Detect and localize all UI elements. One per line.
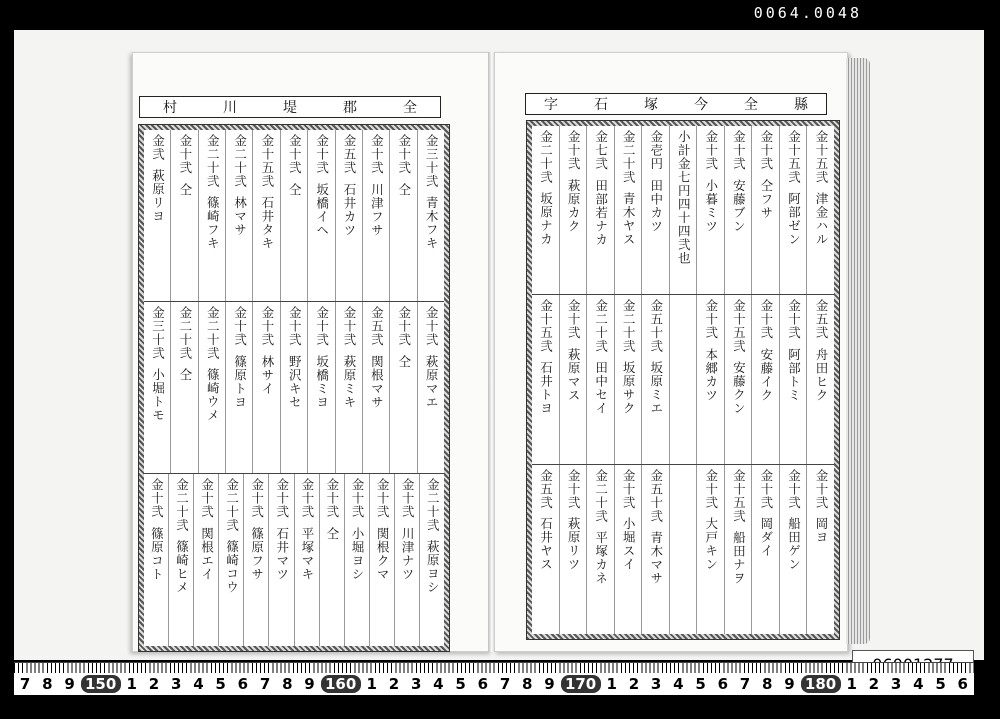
entry-name: 川津ナツ bbox=[400, 526, 416, 581]
entry-amount: 金二十弐 bbox=[174, 478, 190, 532]
entry-name: 津金ハル bbox=[813, 192, 829, 246]
ruler-number: 4 bbox=[913, 675, 924, 693]
open-ledger-book bbox=[132, 52, 878, 660]
ledger-entry bbox=[779, 126, 807, 294]
ledger-entry bbox=[335, 302, 362, 473]
left-page-header bbox=[139, 96, 441, 118]
ledger-entry bbox=[198, 302, 225, 473]
entry-name: 関根エイ bbox=[199, 526, 215, 581]
entry-amount: 金五十弐 bbox=[648, 299, 664, 354]
ledger-entry bbox=[641, 126, 669, 294]
entry-name: 船田ナヲ bbox=[731, 530, 747, 585]
entry-amount: 小計金七円四十四弐也 bbox=[676, 130, 692, 265]
right-header-char: 縣 bbox=[794, 97, 808, 113]
ruler-number: 1 bbox=[366, 675, 377, 693]
entry-name: 安藤クン bbox=[731, 361, 747, 416]
ledger-entry bbox=[641, 465, 669, 634]
ledger-entry bbox=[751, 295, 779, 463]
ruler-number: 4 bbox=[433, 675, 444, 693]
ruler-number: 5 bbox=[455, 675, 466, 693]
ledger-entry bbox=[319, 474, 344, 646]
entry-amount: 金二十弐 bbox=[621, 299, 637, 354]
entry-name: 小堀トモ bbox=[150, 368, 166, 422]
entry-amount: 金五弐 bbox=[369, 306, 385, 347]
entry-name: 萩原ヨシ bbox=[425, 540, 441, 594]
entry-amount: 金二十弐 bbox=[425, 478, 441, 532]
ledger-entry bbox=[389, 302, 416, 473]
right-ledger-row bbox=[532, 465, 834, 634]
ledger-entry bbox=[559, 295, 587, 463]
entry-name: 仝 bbox=[396, 354, 412, 368]
ledger-entry bbox=[696, 295, 724, 463]
ledger-entry bbox=[559, 465, 587, 634]
left-header-char: 全 bbox=[403, 100, 417, 116]
entry-name: 仝 bbox=[177, 368, 193, 382]
entry-amount: 金十弐 bbox=[703, 299, 719, 340]
ledger-entry bbox=[193, 474, 218, 646]
entry-amount: 金十弐 bbox=[324, 478, 340, 519]
entry-name: 小暮ミツ bbox=[703, 178, 719, 233]
ledger-entry bbox=[369, 474, 394, 646]
ledger-entry bbox=[218, 474, 243, 646]
ruler-number: 3 bbox=[410, 675, 422, 693]
ruler-number: 170 bbox=[561, 675, 601, 693]
ledger-entry bbox=[170, 130, 197, 301]
entry-amount: 金十弐 bbox=[758, 299, 774, 340]
entry-name: 仝 bbox=[396, 182, 412, 196]
entry-amount: 金十五弐 bbox=[813, 130, 829, 184]
ledger-entry bbox=[344, 474, 369, 646]
entry-name: 坂原ミエ bbox=[648, 361, 664, 416]
ledger-entry bbox=[225, 302, 252, 473]
ledger-entry bbox=[225, 130, 252, 301]
entry-name: 萩原マエ bbox=[424, 354, 440, 409]
ruler-number: 2 bbox=[388, 675, 400, 693]
entry-amount: 金十弐 bbox=[813, 468, 829, 510]
ruler-number: 2 bbox=[628, 675, 640, 693]
ledger-entry bbox=[362, 130, 389, 301]
ruler-number: 5 bbox=[935, 675, 946, 693]
right-header-char: 字 bbox=[544, 97, 558, 113]
entry-amount: 金十弐 bbox=[274, 478, 290, 519]
entry-amount: 金十弐 bbox=[287, 306, 303, 347]
entry-amount: 金十弐 bbox=[342, 306, 357, 347]
ruler-number: 5 bbox=[215, 675, 226, 693]
entry-name: 仝 bbox=[177, 182, 193, 196]
entry-name: 石井トヨ bbox=[538, 361, 554, 416]
ledger-entry bbox=[614, 295, 642, 463]
ruler-number: 1 bbox=[846, 675, 857, 693]
ledger-entry bbox=[168, 474, 193, 646]
entry-amount: 金十弐 bbox=[199, 478, 215, 519]
left-ledger-row bbox=[144, 302, 444, 474]
ledger-entry bbox=[268, 474, 293, 646]
entry-name: 船田ゲン bbox=[786, 517, 802, 572]
entry-name: 石井マツ bbox=[274, 526, 290, 581]
entry-name: 林マサ bbox=[232, 196, 248, 237]
ledger-entry bbox=[806, 295, 834, 463]
left-ledger-row bbox=[144, 130, 444, 302]
ledger-entry bbox=[586, 465, 614, 634]
entry-amount: 金十五弐 bbox=[786, 130, 802, 184]
ledger-entry bbox=[724, 126, 752, 294]
ruler-number: 6 bbox=[477, 675, 489, 693]
entry-amount: 金十弐 bbox=[369, 134, 385, 175]
ruler-number: 4 bbox=[673, 675, 684, 693]
entry-amount: 金弐 bbox=[150, 134, 166, 161]
entry-amount: 金十弐 bbox=[758, 130, 774, 171]
ruler-number: 9 bbox=[544, 675, 555, 693]
entry-amount: 金十五弐 bbox=[538, 299, 554, 354]
ledger-entry bbox=[362, 302, 389, 473]
entry-name: 阿部ゼン bbox=[786, 192, 802, 246]
entry-name: 関根クマ bbox=[375, 526, 391, 581]
entry-name: 野沢キセ bbox=[287, 354, 303, 409]
entry-amount: 金五弐 bbox=[538, 468, 554, 510]
entry-amount: 金十弐 bbox=[287, 134, 303, 175]
entry-amount: 金十弐 bbox=[396, 134, 412, 175]
ledger-entry bbox=[280, 130, 307, 301]
entry-amount: 金五十弐 bbox=[648, 468, 664, 523]
entry-amount: 金十弐 bbox=[149, 478, 165, 519]
ledger-entry bbox=[389, 130, 416, 301]
entry-name: 萩原マス bbox=[566, 347, 582, 402]
entry-name: 小堀ヨシ bbox=[349, 526, 365, 581]
entry-amount: 金十弐 bbox=[424, 306, 440, 347]
ledger-entry bbox=[751, 126, 779, 294]
right-header-char: 今 bbox=[694, 97, 708, 113]
entry-amount: 金二十弐 bbox=[593, 468, 609, 523]
right-header-char: 全 bbox=[744, 97, 758, 113]
entry-name: 篠崎コウ bbox=[224, 540, 240, 594]
ledger-entry bbox=[586, 295, 614, 463]
ledger-entry bbox=[252, 130, 279, 301]
ledger-entry bbox=[696, 465, 724, 634]
ledger-entry bbox=[806, 126, 834, 294]
ruler-number: 7 bbox=[19, 675, 31, 693]
entry-amount: 金壱円 bbox=[648, 130, 664, 171]
entry-amount: 金十弐 bbox=[375, 478, 391, 519]
scan-area bbox=[14, 30, 984, 660]
entry-amount: 金五弐 bbox=[342, 134, 357, 175]
entry-name: 萩原ミキ bbox=[342, 354, 357, 409]
ledger-entry bbox=[669, 295, 697, 463]
left-header-char: 堤 bbox=[283, 100, 297, 116]
ledger-entry bbox=[198, 130, 225, 301]
entry-amount: 金十弐 bbox=[396, 306, 412, 347]
right-page-header bbox=[525, 93, 827, 115]
entry-name: 篠原コト bbox=[149, 526, 165, 581]
left-ledger-row bbox=[144, 474, 444, 646]
ledger-entry bbox=[669, 465, 697, 634]
entry-amount: 金十弐 bbox=[232, 306, 248, 347]
right-header-char: 石 bbox=[594, 97, 608, 113]
entry-amount: 金十弐 bbox=[566, 299, 582, 340]
entry-name: 坂原ナカ bbox=[538, 192, 554, 246]
measuring-ruler bbox=[14, 662, 974, 695]
entry-amount: 金十弐 bbox=[349, 478, 365, 519]
entry-name: 田中セイ bbox=[593, 361, 609, 416]
ledger-entry bbox=[559, 126, 587, 294]
left-header-char: 川 bbox=[223, 100, 237, 116]
entry-name: 岡ダイ bbox=[758, 517, 774, 558]
ledger-entry bbox=[170, 302, 197, 473]
entry-amount: 金三十弐 bbox=[150, 306, 166, 360]
entry-name: 関根マサ bbox=[369, 354, 385, 409]
entry-amount: 金十弐 bbox=[566, 468, 582, 510]
entry-name: 青木ヤス bbox=[621, 192, 637, 246]
ruler-number: 160 bbox=[321, 675, 361, 693]
ledger-entry bbox=[419, 474, 444, 646]
ruler-number: 6 bbox=[717, 675, 729, 693]
right-page bbox=[494, 52, 848, 652]
ruler-number: 3 bbox=[650, 675, 662, 693]
ruler-number: 8 bbox=[42, 675, 53, 693]
entry-amount: 金二十弐 bbox=[621, 130, 637, 184]
entry-name: 萩原カク bbox=[566, 178, 582, 233]
right-ledger-row bbox=[532, 295, 834, 464]
ledger-entry bbox=[144, 130, 170, 301]
ledger-entry bbox=[751, 465, 779, 634]
ledger-entry bbox=[532, 465, 559, 634]
ruler-number: 8 bbox=[282, 675, 293, 693]
ledger-entry bbox=[532, 126, 559, 294]
entry-amount: 金十弐 bbox=[621, 468, 637, 510]
entry-name: 篠原フサ bbox=[249, 526, 265, 581]
entry-amount: 金二十弐 bbox=[593, 299, 609, 354]
left-page bbox=[132, 52, 492, 652]
ruler-number: 3 bbox=[890, 675, 902, 693]
entry-name: 平塚カネ bbox=[593, 530, 609, 585]
entry-name: 仝 bbox=[324, 526, 340, 540]
entry-name: 石井ヤス bbox=[538, 517, 554, 572]
ledger-entry bbox=[779, 295, 807, 463]
entry-name: 萩原リヨ bbox=[150, 169, 166, 223]
entry-name: 田中カツ bbox=[648, 178, 664, 233]
entry-amount: 金十五弐 bbox=[731, 299, 747, 354]
entry-amount: 金七弐 bbox=[593, 130, 609, 171]
page-edges bbox=[846, 58, 870, 644]
entry-name: 青木マサ bbox=[648, 530, 664, 585]
entry-amount: 金五弐 bbox=[813, 299, 829, 340]
ledger-entry bbox=[307, 130, 334, 301]
ledger-entry bbox=[669, 126, 697, 294]
ledger-entry bbox=[806, 465, 834, 634]
ledger-entry bbox=[724, 465, 752, 634]
frame-code: 0064.0048 bbox=[753, 4, 862, 22]
entry-amount: 金十弐 bbox=[786, 468, 802, 510]
entry-name: 平塚マキ bbox=[299, 526, 315, 581]
entry-amount: 金十五弐 bbox=[731, 468, 747, 523]
entry-name: 坂橋ミヨ bbox=[314, 354, 330, 409]
ruler-number: 1 bbox=[606, 675, 617, 693]
right-ledger-grid bbox=[527, 121, 839, 639]
entry-amount: 金十弐 bbox=[314, 134, 330, 175]
ruler-number: 7 bbox=[739, 675, 751, 693]
entry-name: 大戸キン bbox=[703, 517, 719, 572]
entry-amount: 金十弐 bbox=[731, 130, 747, 171]
entry-amount: 金十弐 bbox=[703, 130, 719, 171]
entry-amount: 金十弐 bbox=[314, 306, 330, 347]
ledger-entry bbox=[243, 474, 268, 646]
ruler-number: 7 bbox=[499, 675, 511, 693]
ledger-entry bbox=[144, 302, 170, 473]
left-ledger-grid bbox=[139, 125, 449, 651]
ruler-number: 9 bbox=[64, 675, 75, 693]
entry-amount: 金二十弐 bbox=[205, 134, 221, 188]
ruler-number: 6 bbox=[237, 675, 249, 693]
ruler-number: 4 bbox=[193, 675, 204, 693]
entry-amount: 金十弐 bbox=[249, 478, 265, 519]
ruler-number: 180 bbox=[801, 675, 841, 693]
ledger-entry bbox=[532, 295, 559, 463]
ledger-entry bbox=[307, 302, 334, 473]
entry-name: 仝 bbox=[287, 182, 303, 196]
left-header-char: 村 bbox=[163, 100, 177, 116]
entry-amount: 金十弐 bbox=[299, 478, 315, 519]
entry-amount: 金十弐 bbox=[758, 468, 774, 510]
ledger-entry bbox=[641, 295, 669, 463]
left-header-char: 郡 bbox=[343, 100, 357, 116]
entry-amount: 金二十弐 bbox=[177, 306, 193, 360]
ledger-entry bbox=[394, 474, 419, 646]
entry-name: 篠崎ヒメ bbox=[174, 540, 190, 594]
entry-amount: 金二十弐 bbox=[224, 478, 240, 532]
entry-name: 仝フサ bbox=[758, 178, 774, 219]
ledger-entry bbox=[724, 295, 752, 463]
ledger-entry bbox=[696, 126, 724, 294]
entry-name: 安藤イク bbox=[758, 347, 774, 402]
entry-name: 本郷カツ bbox=[703, 347, 719, 402]
entry-amount: 金十弐 bbox=[703, 468, 719, 510]
entry-name: 篠崎ウメ bbox=[205, 368, 221, 422]
entry-amount: 金三十弐 bbox=[424, 134, 440, 188]
ruler-number: 3 bbox=[170, 675, 182, 693]
ledger-entry bbox=[280, 302, 307, 473]
entry-amount: 金二十弐 bbox=[538, 130, 554, 184]
entry-amount: 金二十弐 bbox=[232, 134, 248, 188]
ledger-entry bbox=[294, 474, 319, 646]
entry-amount: 金十弐 bbox=[786, 299, 802, 340]
ruler-number: 7 bbox=[259, 675, 271, 693]
entry-name: 小堀スイ bbox=[621, 517, 637, 572]
ruler-number: 1 bbox=[126, 675, 137, 693]
entry-amount: 金十弐 bbox=[566, 130, 582, 171]
entry-amount: 金十弐 bbox=[400, 478, 416, 519]
entry-name: 舟田ヒク bbox=[813, 347, 829, 402]
ledger-entry bbox=[252, 302, 279, 473]
ruler-ticks bbox=[14, 663, 974, 673]
entry-amount: 金十五弐 bbox=[259, 134, 275, 188]
entry-name: 田部若ナカ bbox=[593, 178, 609, 246]
ledger-entry bbox=[417, 302, 444, 473]
entry-name: 篠原トヨ bbox=[232, 354, 248, 409]
ruler-number: 5 bbox=[695, 675, 706, 693]
entry-name: 安藤ブン bbox=[731, 178, 747, 233]
entry-name: 石井タキ bbox=[259, 196, 275, 250]
ruler-numbers bbox=[14, 673, 974, 695]
ledger-entry bbox=[586, 126, 614, 294]
ledger-entry bbox=[144, 474, 168, 646]
ledger-entry bbox=[614, 126, 642, 294]
entry-name: 青木フキ bbox=[424, 196, 440, 250]
entry-amount: 金二十弐 bbox=[205, 306, 221, 360]
entry-amount: 金十弐 bbox=[177, 134, 193, 175]
right-ledger-row bbox=[532, 126, 834, 295]
entry-name: 林サイ bbox=[259, 354, 275, 395]
ruler-number: 150 bbox=[81, 675, 121, 693]
entry-name: 坂原サク bbox=[621, 361, 637, 416]
right-header-char: 塚 bbox=[644, 97, 658, 113]
ledger-entry bbox=[779, 465, 807, 634]
ruler-number: 2 bbox=[148, 675, 160, 693]
ruler-number: 8 bbox=[762, 675, 773, 693]
ledger-entry bbox=[335, 130, 362, 301]
entry-name: 川津フサ bbox=[369, 182, 385, 237]
ledger-entry bbox=[614, 465, 642, 634]
ruler-number: 8 bbox=[522, 675, 533, 693]
entry-name: 萩原リツ bbox=[566, 517, 582, 572]
ledger-entry bbox=[417, 130, 444, 301]
ruler-number: 6 bbox=[957, 675, 968, 693]
entry-name: 篠崎フキ bbox=[205, 196, 221, 250]
entry-name: 石井カツ bbox=[342, 182, 357, 237]
entry-name: 阿部トミ bbox=[786, 347, 802, 402]
ruler-number: 2 bbox=[868, 675, 880, 693]
entry-name: 岡ヨ bbox=[813, 517, 829, 545]
ruler-number: 9 bbox=[784, 675, 795, 693]
ruler-number: 9 bbox=[304, 675, 315, 693]
entry-name: 坂橋イヘ bbox=[314, 182, 330, 237]
entry-amount: 金十弐 bbox=[259, 306, 275, 347]
